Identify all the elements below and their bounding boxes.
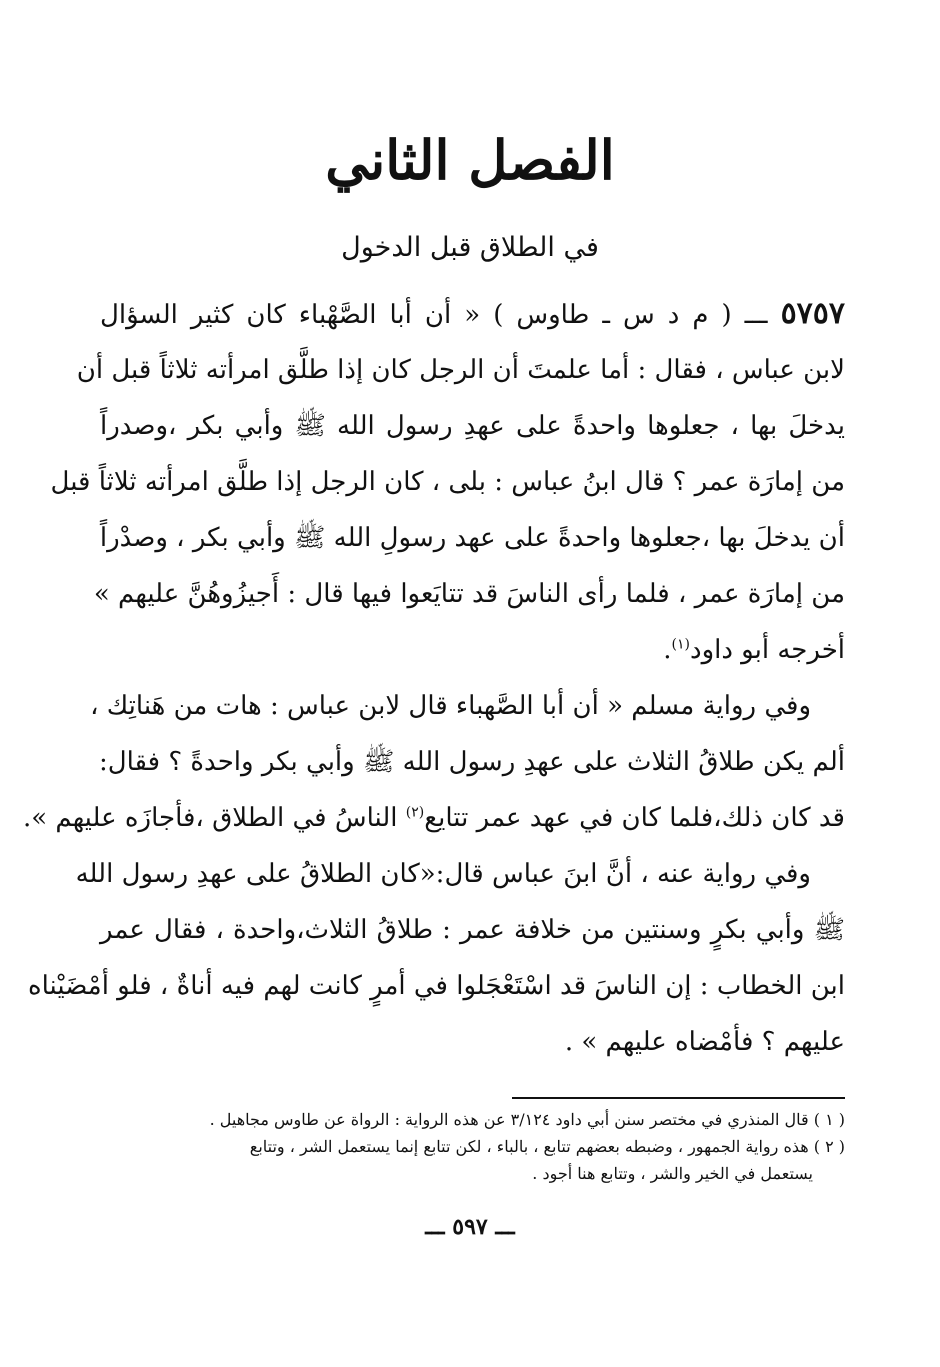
narration-line-1: وفي رواية عنه ، أنَّ ابنَ عباس قال:«كان الطلاقُ على عهدِ رسول الله: [75, 859, 811, 889]
narration-line-4: عليهم ؟ فأمْضاه عليهم » .: [564, 1027, 845, 1057]
chapter-title: الفصل الثاني: [325, 128, 615, 192]
footnotes: [100, 1106, 845, 1187]
footnote-ref-2[interactable]: (٢): [405, 804, 425, 821]
hadith-line-6: من إمارَة عمر ، فلما رأى الناسَ قد تتايَعوا فيها قال : أَجيزُوهُنَّ عليهم »: [93, 579, 845, 609]
muslim-text-a: قد كان ذلك،فلما كان في عهد عمر تتايع: [424, 803, 845, 833]
footnote-ref-1[interactable]: (١): [671, 636, 690, 653]
chapter-subtitle: في الطلاق قبل الدخول: [341, 232, 599, 263]
muslim-text-b: الناسُ في الطلاق ،فأجازَه عليهم ».: [22, 803, 398, 833]
footnote-2-continued: يستعمل في الخير والشر ، وتتابع هنا أجود .: [532, 1164, 813, 1183]
footnote-1: ( ١ ) قال المنذري في مختصر سنن أبي داود ٣/١٢٤ عن هذه الرواية : الرواة عن طاوس مجاهيل .: [209, 1110, 845, 1129]
muslim-line-2: ألم يكن طلاقُ الثلاث على عهدِ رسول الله ﷺ وأبي بكر واحدةً ؟ فقال:: [98, 747, 845, 777]
hadith-line-3: يدخلَ بها ، جعلوها واحدةً على عهدِ رسول الله ﷺ وأبي بكر ،وصدراً: [100, 411, 845, 441]
footnote-divider: [512, 1097, 845, 1099]
muslim-line-1: وفي رواية مسلم « أن أبا الصَّهباء قال لابن عباس : هات من هَناتِك ،: [90, 691, 811, 721]
main-text: [22, 286, 846, 1070]
hadith-line-2: لابن عباس ، فقال : أما علمتَ أن الرجل كان إذا طلَّق امرأته ثلاثاً قبل أن: [76, 355, 845, 385]
footnote-2: ( ٢ ) هذه رواية الجمهور ، وضبطه بعضهم تتابع ، بالباء ، لكن تتابع إنما يستعمل الشر ، وتتابع: [249, 1137, 845, 1156]
hadith-text: ـــ ( م د س ـ طاوس ) « أن أبا الصَّهْباء كان كثير السؤال: [100, 300, 768, 330]
hadith-line-5: أن يدخلَ بها ،جعلوها واحدةً على عهد رسولِ الله ﷺ وأبي بكر ، وصدْراً: [99, 523, 845, 553]
narration-line-2: ﷺ وأبي بكرٍ وسنتين من خلافة عمر : طلاقُ الثلاث،واحدة ، فقال عمر: [100, 915, 845, 945]
narration-line-3: ابن الخطاب : إن الناسَ قد اسْتَعْجَلوا في أمرٍ كانت لهم فيه أناةٌ ، فلو أمْضَيْناه: [27, 971, 845, 1001]
hadith-line-4: من إمارَة عمر ؟ قال ابنُ عباس : بلى ، كان الرجل إذا طلَّق امرأته ثلاثاً قبل: [50, 467, 845, 497]
source-text: أخرجه أبو داود: [689, 635, 845, 665]
hadith-line-1: [100, 286, 845, 342]
hadith-source: أخرجه أبو داود$^{(١)}$.: [663, 635, 845, 665]
muslim-line-3: [22, 790, 845, 846]
page-number: ـــ ٥٩٧ ـــ: [425, 1214, 515, 1240]
hadith-number: ٥٧٥٧: [780, 296, 846, 331]
